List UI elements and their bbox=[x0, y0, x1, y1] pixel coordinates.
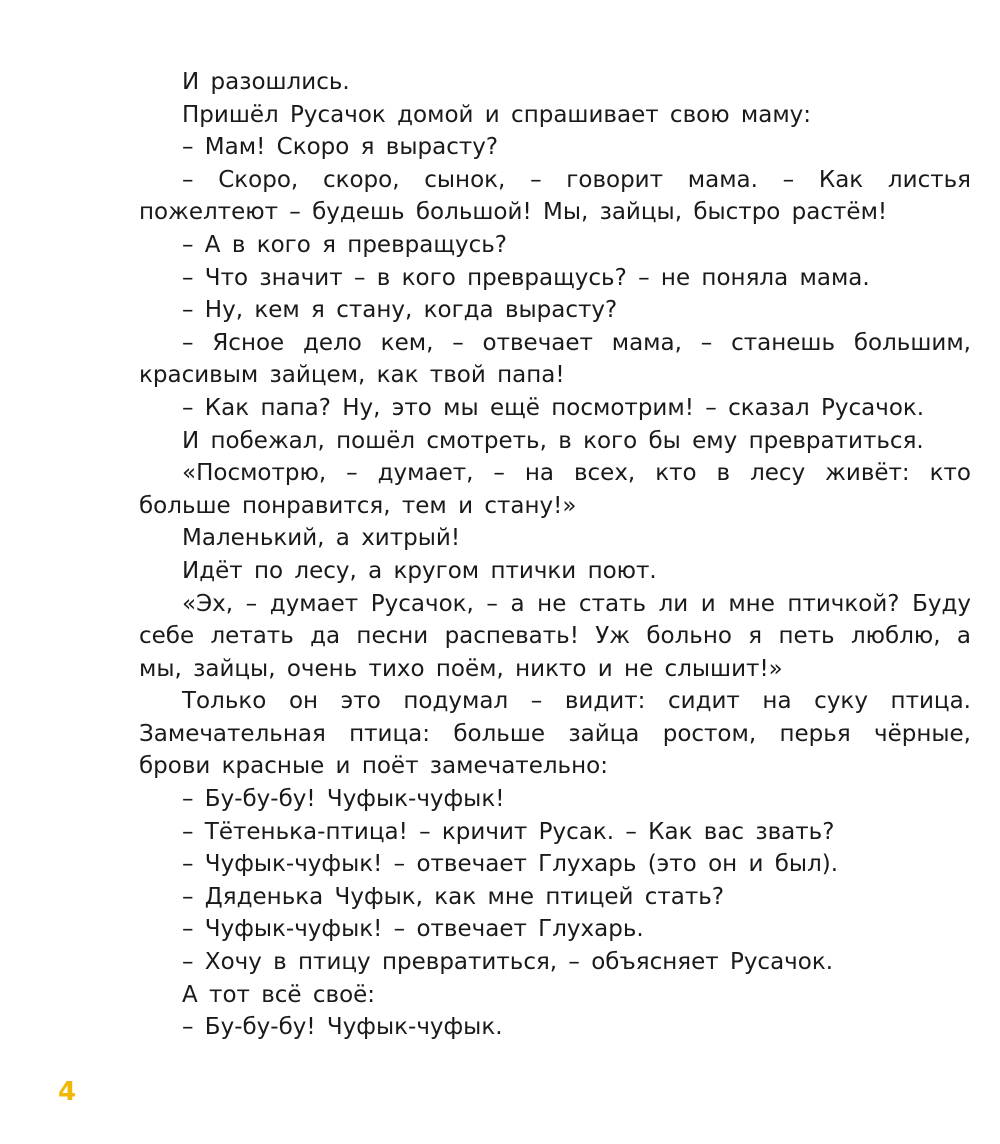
paragraph: – Чуфык-чуфык! – отвечает Глухарь (это он и был). bbox=[182, 851, 839, 878]
paragraph: – А в кого я превращусь? bbox=[182, 231, 508, 258]
paragraph: – Чуфык-чуфык! – отвечает Глухарь. bbox=[182, 916, 644, 943]
paragraph: И побежал, пошёл смотреть, в кого бы ему превратиться. bbox=[182, 427, 924, 454]
paragraph: – Ну, кем я стану, когда вырасту? bbox=[182, 297, 618, 324]
paragraph: – Тётенька-птица! – кричит Русак. – Как вас звать? bbox=[182, 818, 835, 845]
paragraph: – Хочу в птицу превратиться, – объясняет Русачок. bbox=[182, 949, 834, 976]
paragraph: «Эх, – думает Русачок, – а не стать ли и мне птичкой? Буду себе летать да песни распевать! Уж больно я петь люблю, а мы, зайцы, очень тихо поём, никто и не слышит!» bbox=[139, 590, 971, 682]
paragraph: – Бу-бу-бу! Чуфык-чуфык! bbox=[182, 786, 505, 813]
paragraph: – Скоро, скоро, сынок, – говорит мама. – Как листья пожелтеют – будешь большой! Мы, зайцы, быстро растём! bbox=[139, 166, 971, 226]
story-text bbox=[139, 66, 971, 1044]
paragraph: А тот всё своё: bbox=[182, 981, 376, 1008]
paragraph: – Как папа? Ну, это мы ещё посмотрим! – сказал Русачок. bbox=[182, 394, 925, 421]
paragraph: Пришёл Русачок домой и спрашивает свою маму: bbox=[182, 101, 812, 128]
paragraph: – Что значит – в кого превращусь? – не поняла мама. bbox=[182, 264, 870, 291]
paragraph: И разошлись. bbox=[182, 69, 350, 95]
paragraph: Только он это подумал – видит: сидит на суку птица. Замечательная птица: больше зайца ростом, перья чёрные, брови красные и поёт замечательно: bbox=[139, 688, 971, 780]
paragraph: – Дяденька Чуфык, как мне птицей стать? bbox=[182, 883, 725, 910]
paragraph: «Посмотрю, – думает, – на всех, кто в лесу живёт: кто больше понравится, тем и стану!» bbox=[139, 460, 971, 519]
paragraph: Маленький, а хитрый! bbox=[182, 525, 461, 552]
paragraph: – Бу-бу-бу! Чуфык-чуфык. bbox=[182, 1014, 503, 1041]
paragraph: – Ясное дело кем, – отвечает мама, – станешь большим, красивым зайцем, как твой папа! bbox=[139, 329, 971, 389]
paragraph: – Мам! Скоро я вырасту? bbox=[182, 134, 499, 161]
page-number: 4 bbox=[58, 1077, 77, 1107]
paragraph: Идёт по лесу, а кругом птички поют. bbox=[182, 557, 657, 584]
